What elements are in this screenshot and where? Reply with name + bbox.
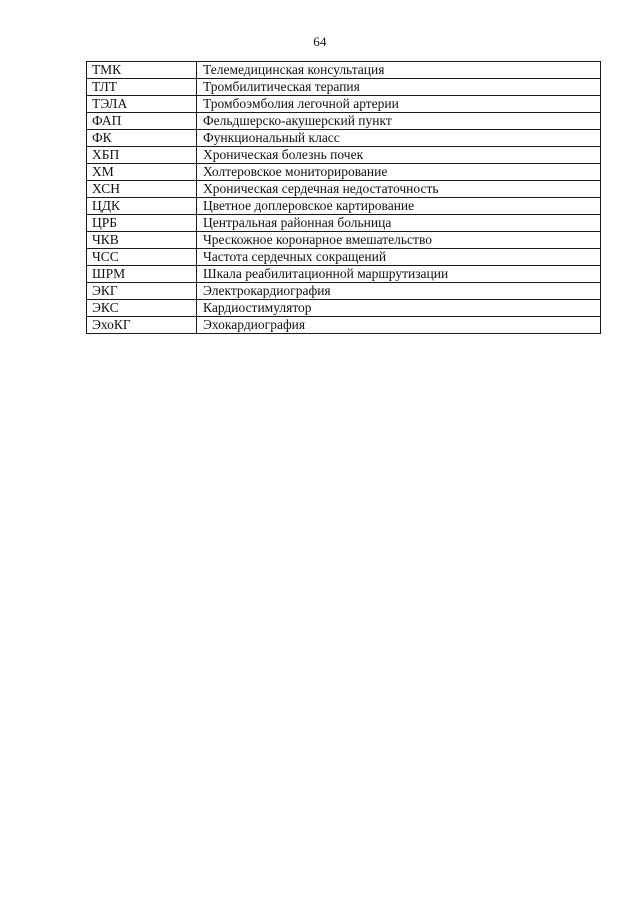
table-row <box>87 130 601 147</box>
abbreviations-table <box>86 61 601 334</box>
abbreviation-definition: Тромбоэмболия легочной артерии <box>197 96 601 113</box>
table-row <box>87 62 601 79</box>
table-row <box>87 266 601 283</box>
abbreviation-definition: Электрокардиография <box>197 283 601 300</box>
abbreviation-term: ЭхоКГ <box>87 317 197 334</box>
abbreviation-term: ТЭЛА <box>87 96 197 113</box>
abbreviation-definition: Эхокардиография <box>197 317 601 334</box>
table-row <box>87 79 601 96</box>
abbreviation-term: ЧКВ <box>87 232 197 249</box>
abbreviation-term: ФК <box>87 130 197 147</box>
abbreviation-term: ХМ <box>87 164 197 181</box>
abbreviation-term: ЧСС <box>87 249 197 266</box>
table-row <box>87 113 601 130</box>
abbreviation-definition: Фельдшерско-акушерский пункт <box>197 113 601 130</box>
table-row <box>87 181 601 198</box>
table-row <box>87 300 601 317</box>
abbreviation-definition: Телемедицинская консультация <box>197 62 601 79</box>
abbreviation-term: ФАП <box>87 113 197 130</box>
table-row <box>87 147 601 164</box>
abbreviation-term: ТМК <box>87 62 197 79</box>
abbreviation-term: ЦРБ <box>87 215 197 232</box>
abbreviation-definition: Функциональный класс <box>197 130 601 147</box>
table-row <box>87 215 601 232</box>
table-row <box>87 164 601 181</box>
page-number: 64 <box>313 34 327 49</box>
table-row <box>87 317 601 334</box>
abbreviation-definition: Хроническая сердечная недостаточность <box>197 181 601 198</box>
table-row <box>87 249 601 266</box>
abbreviation-definition: Центральная районная больница <box>197 215 601 232</box>
table-row <box>87 96 601 113</box>
abbreviation-definition: Холтеровское мониторирование <box>197 164 601 181</box>
abbreviation-definition: Хроническая болезнь почек <box>197 147 601 164</box>
table-row <box>87 283 601 300</box>
abbreviation-term: ЭКГ <box>87 283 197 300</box>
abbreviation-term: ЭКС <box>87 300 197 317</box>
abbreviation-definition: Кардиостимулятор <box>197 300 601 317</box>
abbreviation-definition: Тромбилитическая терапия <box>197 79 601 96</box>
abbreviation-definition: Чрескожное коронарное вмешательство <box>197 232 601 249</box>
table-row <box>87 198 601 215</box>
abbreviation-term: ЦДК <box>87 198 197 215</box>
abbreviation-term: ТЛТ <box>87 79 197 96</box>
table-row <box>87 232 601 249</box>
abbreviation-term: ХБП <box>87 147 197 164</box>
abbreviation-term: ШРМ <box>87 266 197 283</box>
abbreviation-definition: Цветное доплеровское картирование <box>197 198 601 215</box>
abbreviation-term: ХСН <box>87 181 197 198</box>
abbreviation-definition: Частота сердечных сокращений <box>197 249 601 266</box>
abbreviation-definition: Шкала реабилитационной маршрутизации <box>197 266 601 283</box>
